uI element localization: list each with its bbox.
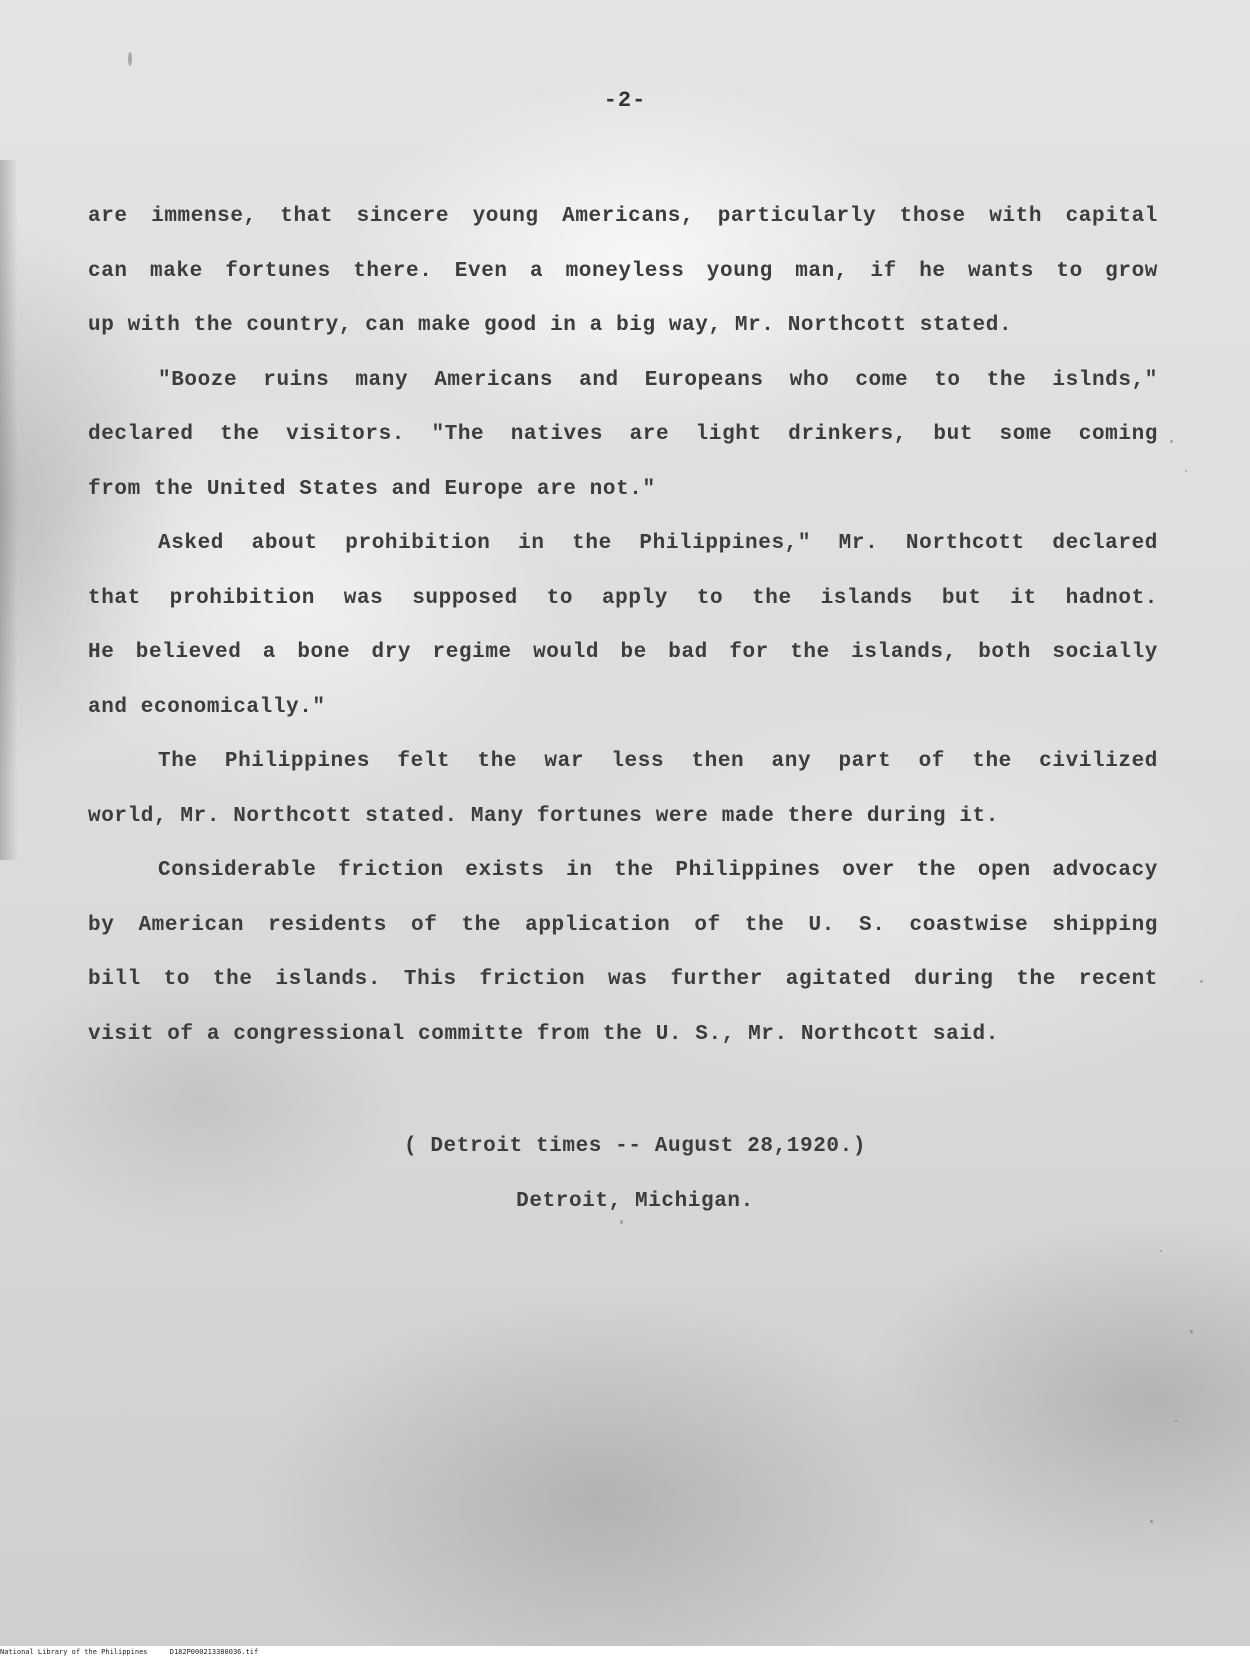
- scan-speck: [1175, 1420, 1177, 1422]
- text-line: He believed a bone dry regime would be bad for the islands, both socially: [88, 641, 1158, 664]
- scan-speck: [128, 52, 132, 66]
- text-line: are immense, that sincere young Americans, particularly those with capital: [88, 205, 1158, 228]
- scan-speck: [1150, 1520, 1153, 1523]
- text-line: Considerable friction exists in the Philippines over the open advocacy: [158, 859, 1158, 882]
- footer-library: National Library of the Philippines: [0, 1648, 148, 1656]
- scan-speck: [1185, 470, 1187, 472]
- scan-speck: [1200, 980, 1203, 983]
- text-line: and economically.": [88, 695, 326, 719]
- scan-speck: [1190, 1330, 1193, 1333]
- text-line: visit of a congressional committe from the U. S., Mr. Northcott said.: [88, 1022, 999, 1046]
- text-line: "Booze ruins many Americans and Europeans who come to the islnds,": [158, 368, 1158, 392]
- scan-speck: [620, 1220, 623, 1224]
- text-line: world, Mr. Northcott stated. Many fortunes were made there during it.: [88, 804, 999, 828]
- binding-shadow: [0, 160, 18, 860]
- citation-place: Detroit, Michigan.: [516, 1190, 754, 1213]
- text-line: bill to the islands. This friction was further agitated during the recent: [88, 968, 1158, 991]
- text-line: declared the visitors. "The natives are light drinkers, but some coming: [88, 423, 1158, 446]
- scan-speck: [1170, 440, 1173, 443]
- page-number: -2-: [603, 88, 647, 113]
- text-line: by American residents of the application of the U. S. coastwise shipping: [88, 913, 1158, 937]
- text-line: up with the country, can make good in a big way, Mr. Northcott stated.: [88, 314, 1013, 337]
- text-line: Asked about prohibition in the Philippines," Mr. Northcott declared: [158, 532, 1158, 555]
- text-line: can make fortunes there. Even a moneyless young man, if he wants to grow: [88, 259, 1158, 283]
- text-line: that prohibition was supposed to apply to the islands but it hadnot.: [88, 586, 1158, 610]
- scan-speck: [1160, 1250, 1162, 1252]
- footer-file: D182P000213380036.tif: [169, 1648, 259, 1656]
- text-line: from the United States and Europe are not.": [88, 477, 656, 501]
- citation-source: ( Detroit times -- August 28,1920.): [403, 1135, 867, 1158]
- text-line: The Philippines felt the war less then any part of the civilized: [158, 750, 1158, 773]
- scan-footer: [0, 1646, 1250, 1658]
- article-body: [88, 190, 1158, 1062]
